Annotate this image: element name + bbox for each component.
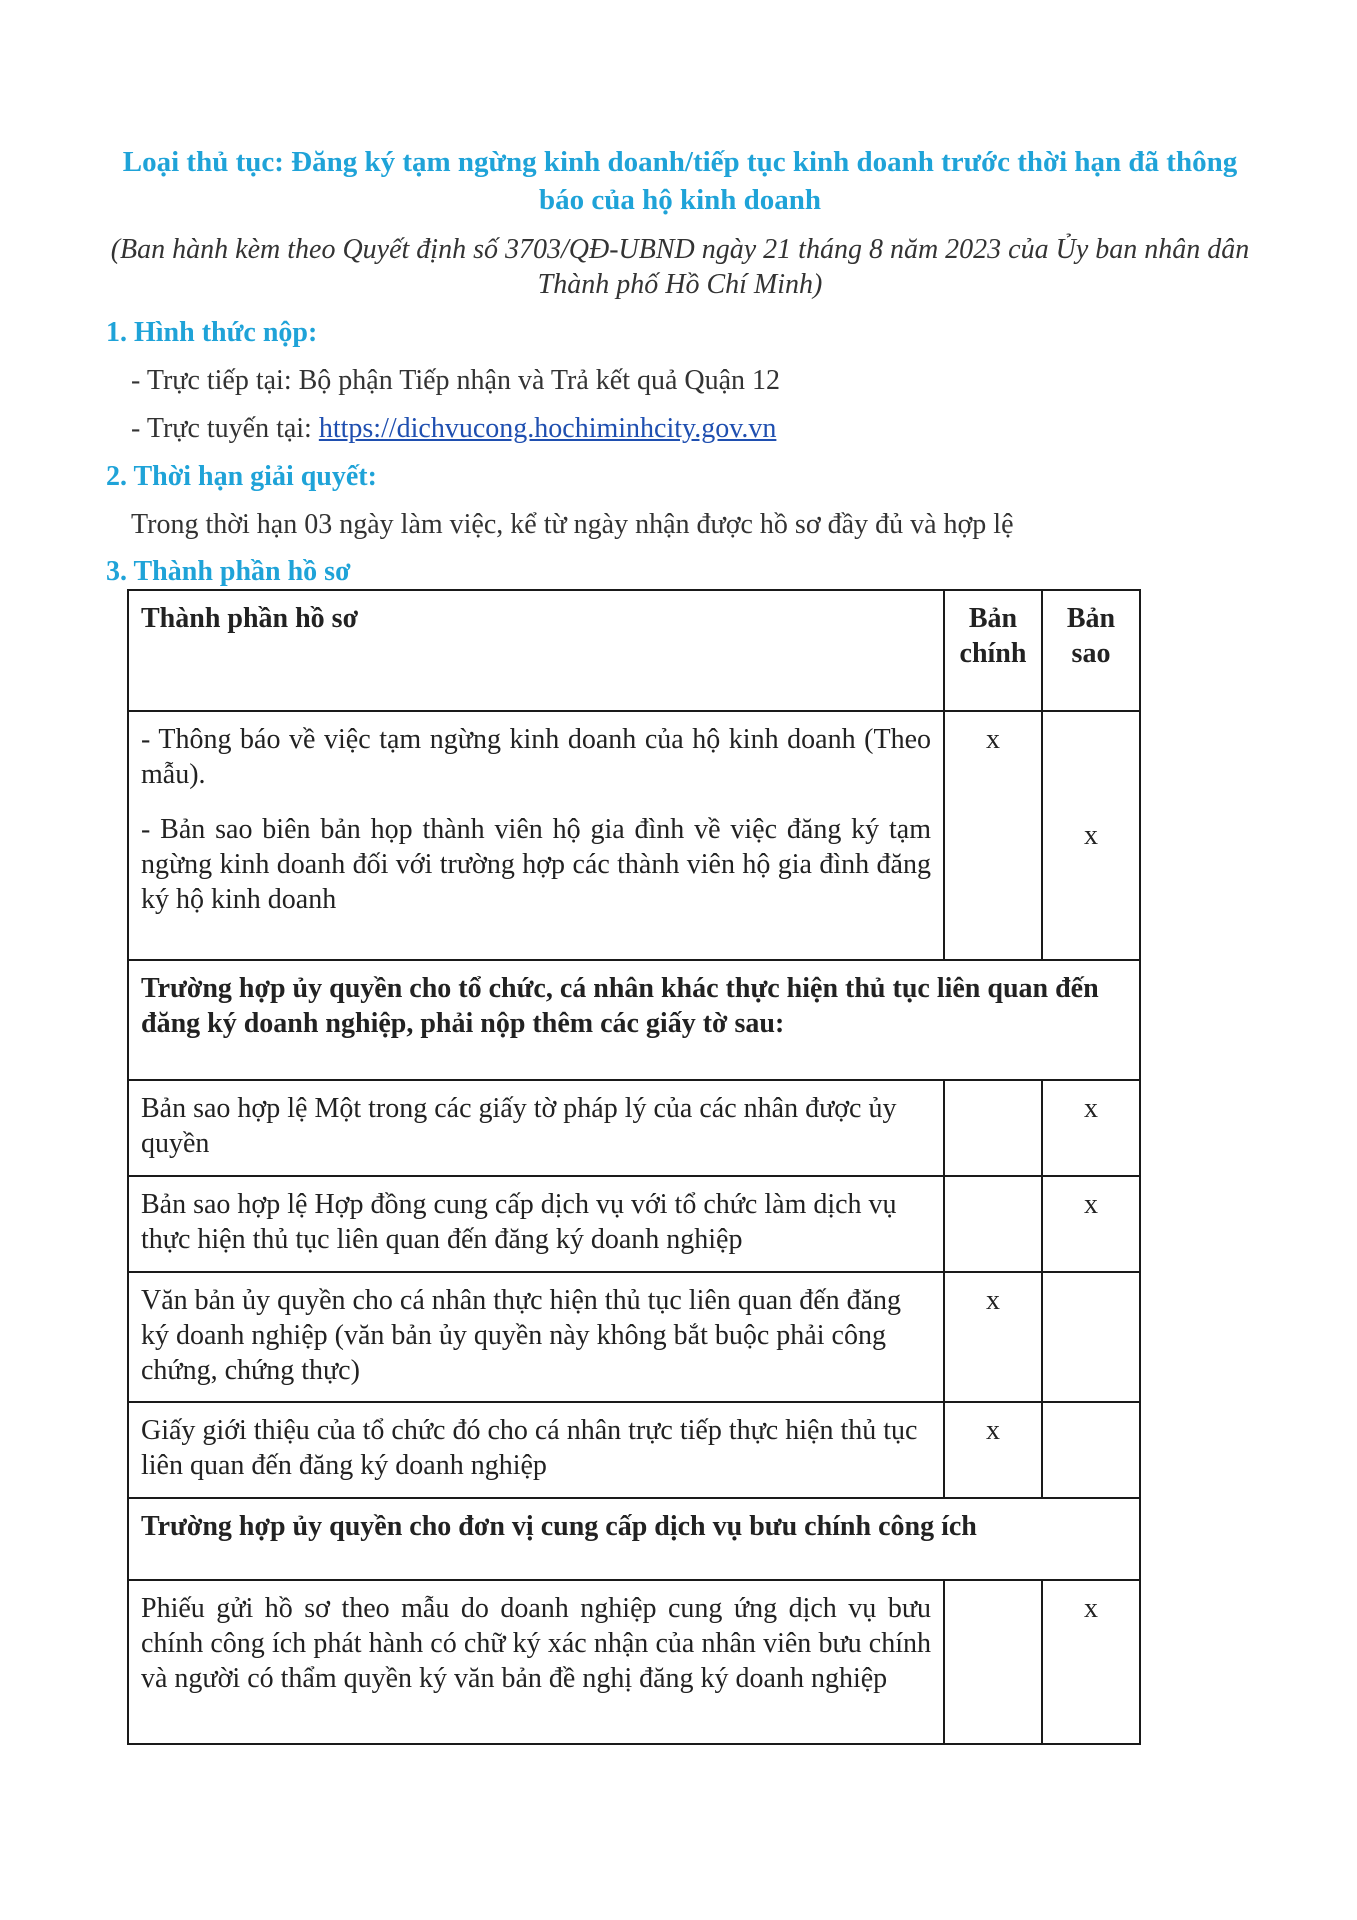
copy-mark — [1042, 1402, 1140, 1498]
table-row — [128, 711, 1140, 960]
submission-online — [131, 412, 776, 446]
copy-mark — [1042, 1272, 1140, 1402]
document-cell — [128, 711, 944, 960]
table-row — [128, 1580, 1140, 1744]
table-row — [128, 1402, 1140, 1498]
document-cell: Phiếu gửi hồ sơ theo mẫu do doanh nghiệp cung ứng dịch vụ bưu chính công ích phát hành có chữ ký xác nhận của nhân viên bưu chính và người có thẩm quyền ký văn bản đề nghị đăng ký doanh nghiệp — [128, 1580, 944, 1744]
original-mark: x — [944, 1402, 1042, 1498]
copy-mark: x — [1042, 1580, 1140, 1744]
original-mark — [944, 1176, 1042, 1272]
header-original: Bản chính — [944, 590, 1042, 711]
document-title: Loại thủ tục: Đăng ký tạm ngừng kinh doanh/tiếp tục kinh doanh trước thời hạn đã thông báo của hộ kinh doanh — [122, 146, 1238, 216]
submission-direct: - Trực tiếp tại: Bộ phận Tiếp nhận và Trả kết quả Quận 12 — [131, 365, 781, 396]
section-3-heading: 3. Thành phần hồ sơ — [106, 556, 351, 587]
original-mark: x — [944, 711, 1042, 960]
section-2-heading: 2. Thời hạn giải quyết: — [106, 461, 377, 492]
section-1-heading: 1. Hình thức nộp: — [106, 317, 318, 348]
copy-mark: x — [1042, 1176, 1140, 1272]
copy-mark: x — [1042, 1080, 1140, 1176]
document-subtitle: (Ban hành kèm theo Quyết định số 3703/QĐ-UBND ngày 21 tháng 8 năm 2023 của Ủy ban nhân dân Thành phố Hồ Chí Minh) — [110, 234, 1250, 300]
group-title-authorization: Trường hợp ủy quyền cho tổ chức, cá nhân khác thực hiện thủ tục liên quan đến đăng ký doanh nghiệp, phải nộp thêm các giấy tờ sau: — [128, 960, 1140, 1080]
header-copy: Bản sao — [1042, 590, 1140, 711]
group-title-postal: Trường hợp ủy quyền cho đơn vị cung cấp dịch vụ bưu chính công ích — [128, 1498, 1140, 1580]
copy-mark: x — [1042, 711, 1140, 960]
online-portal-link[interactable]: https://dichvucong.hochiminhcity.gov.vn — [318, 413, 777, 444]
group-header-row — [128, 1498, 1140, 1580]
original-mark: x — [944, 1272, 1042, 1402]
document-cell: Giấy giới thiệu của tổ chức đó cho cá nhân trực tiếp thực hiện thủ tục liên quan đến đăng ký doanh nghiệp — [128, 1402, 944, 1498]
document-cell: Văn bản ủy quyền cho cá nhân thực hiện thủ tục liên quan đến đăng ký doanh nghiệp (văn bản ủy quyền này không bắt buộc phải công chứng, chứng thực) — [128, 1272, 944, 1402]
submission-online-label: - Trực tuyến tại: — [131, 413, 319, 444]
table-row — [128, 1176, 1140, 1272]
original-mark — [944, 1580, 1042, 1744]
document-cell: Bản sao hợp lệ Hợp đồng cung cấp dịch vụ với tổ chức làm dịch vụ thực hiện thủ tục liên quan đến đăng ký doanh nghiệp — [128, 1176, 944, 1272]
document-cell: Bản sao hợp lệ Một trong các giấy tờ pháp lý của các nhân được ủy quyền — [128, 1080, 944, 1176]
document-item: - Thông báo về việc tạm ngừng kinh doanh của hộ kinh doanh (Theo mẫu). — [141, 724, 931, 790]
table-header-row — [128, 590, 1140, 711]
group-header-row — [128, 960, 1140, 1080]
original-mark — [944, 1080, 1042, 1176]
processing-time-text: Trong thời hạn 03 ngày làm việc, kể từ ngày nhận được hồ sơ đầy đủ và hợp lệ — [131, 509, 1014, 540]
table-row — [128, 1080, 1140, 1176]
table-row — [128, 1272, 1140, 1402]
documents-table — [127, 589, 1141, 1745]
header-documents: Thành phần hồ sơ — [128, 590, 944, 711]
document-item: - Bản sao biên bản họp thành viên hộ gia đình về việc đăng ký tạm ngừng kinh doanh đối với trường hợp các thành viên hộ gia đình đăng ký hộ kinh doanh — [141, 814, 931, 915]
